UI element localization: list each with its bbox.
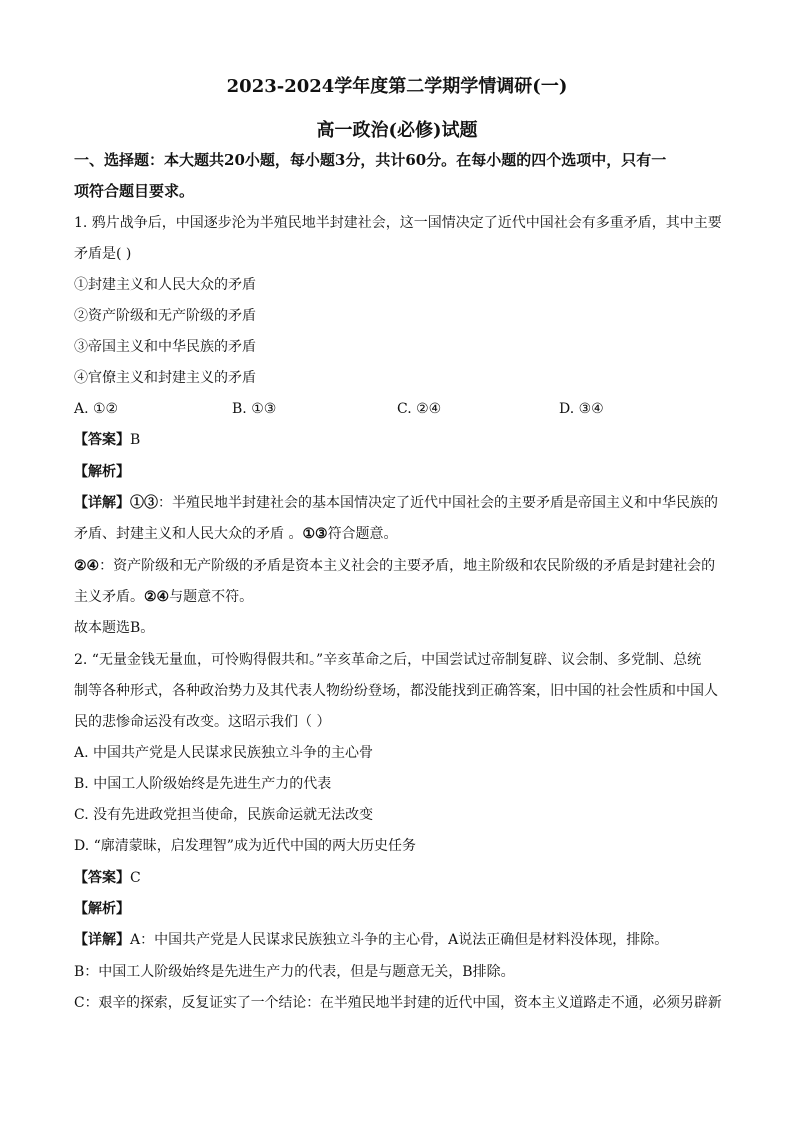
q2-detail-tag: 【详解】: [74, 932, 130, 948]
q2-detail-a: [74, 931, 668, 949]
q1-stem-line1: 1. 鸦片战争后，中国逐步沦为半殖民地半封建社会，这一国情决定了近代中国社会有多重矛盾，其中主要: [74, 215, 722, 231]
q2-detail-a-text: A：中国共产党是人民谋求民族独立斗争的主心骨，A说法正确但是材料没体现，排除。: [130, 932, 669, 948]
q2-option-b: B. 中国工人阶级始终是先进生产力的代表: [74, 776, 332, 792]
q1-item-1: ①封建主义和人民大众的矛盾: [74, 277, 256, 293]
q1-item-2: ②资产阶级和无产阶级的矛盾: [74, 308, 256, 324]
q1-conclusion: 故本题选B。: [74, 620, 155, 636]
q1-answer: [74, 431, 140, 449]
q1-option-b: B. ①③: [232, 401, 277, 417]
q1-item-3: ③帝国主义和中华民族的矛盾: [74, 339, 256, 355]
q2-detail-b: B：中国工人阶级始终是先进生产力的代表，但是与题意无关，B排除。: [74, 964, 515, 980]
q1-detail-label1: ①③: [130, 495, 158, 511]
q1-detail-label3: ②④: [74, 558, 100, 574]
q1-detail-text2a: 矛盾、封建主义和人民大众的矛盾 。: [74, 526, 303, 542]
q2-stem-line2: 制等各种形式，各种政治势力及其代表人物纷纷登场，都没能找到正确答案，旧中国的社会性质和中国人: [74, 683, 718, 699]
q1-detail-text4a: 主义矛盾。: [74, 589, 144, 605]
q1-detail-label2: ①③: [302, 526, 328, 542]
q2-option-a: A. 中国共产党是人民谋求民族独立斗争的主心骨: [74, 745, 374, 761]
q1-detail-text1: ：半殖民地半封建社会的基本国情决定了近代中国社会的主要矛盾是帝国主义和中华民族的: [158, 495, 718, 511]
q1-detail-text4b: 与题意不符。: [169, 589, 254, 605]
q1-answer-value: B: [130, 432, 141, 448]
q1-detail-text3: ：资产阶级和无产阶级的矛盾是资本主义社会的主要矛盾，地主阶级和农民阶级的矛盾是封建社会的: [99, 558, 716, 574]
q1-detail-line1: [74, 494, 718, 512]
q1-detail-line3: [74, 557, 715, 575]
q2-option-c: C. 没有先进政党担当使命，民族命运就无法改变: [74, 807, 374, 823]
q2-analysis-tag: 【解析】: [74, 901, 130, 917]
section-heading-line1: 一、选择题：本大题共20小题，每小题3分，共计60分。在每小题的四个选项中，只有一: [74, 151, 667, 169]
q1-detail-tag: 【详解】: [74, 495, 130, 511]
q2-option-d: D. “廓清蒙昧，启发理智”成为近代中国的两大历史任务: [74, 838, 416, 854]
q1-option-a: A. ①②: [74, 401, 119, 417]
q1-analysis-tag: 【解析】: [74, 464, 130, 480]
q2-analysis: [74, 900, 130, 918]
q2-stem-line1: 2. “无量金钱无量血，可怜购得假共和。”辛亥革命之后，中国尝试过帝制复辟、议会制、多党制、总统: [74, 652, 702, 668]
q2-detail-c: C：艰辛的探索，反复证实了一个结论：在半殖民地半封建的近代中国，资本主义道路走不通，必须另辟新: [74, 995, 722, 1011]
section-heading-line2: 项符合题目要求。: [74, 182, 195, 200]
q1-detail-line2: [74, 525, 398, 543]
q1-option-c: C. ②④: [397, 401, 442, 417]
q2-answer-value: C: [130, 870, 141, 886]
q2-stem-line3: 民的悲惨命运没有改变。这昭示我们（ ）: [74, 714, 331, 730]
page-subtitle: 高一政治(必修)试题: [316, 120, 478, 141]
q1-detail-label4: ②④: [144, 589, 170, 605]
q2-answer: [74, 869, 141, 887]
q1-answer-tag: 【答案】: [74, 432, 130, 448]
q1-detail-text2b: 符合题意。: [327, 526, 398, 542]
q1-stem-line2: 矛盾是( ): [74, 246, 132, 262]
q1-analysis: [74, 463, 130, 481]
q1-option-d: D. ③④: [559, 401, 604, 417]
q1-detail-line4: [74, 588, 253, 606]
q2-answer-tag: 【答案】: [74, 870, 130, 886]
page-title: 2023-2024学年度第二学期学情调研(一): [226, 76, 568, 97]
q1-item-4: ④官僚主义和封建主义的矛盾: [74, 370, 256, 386]
